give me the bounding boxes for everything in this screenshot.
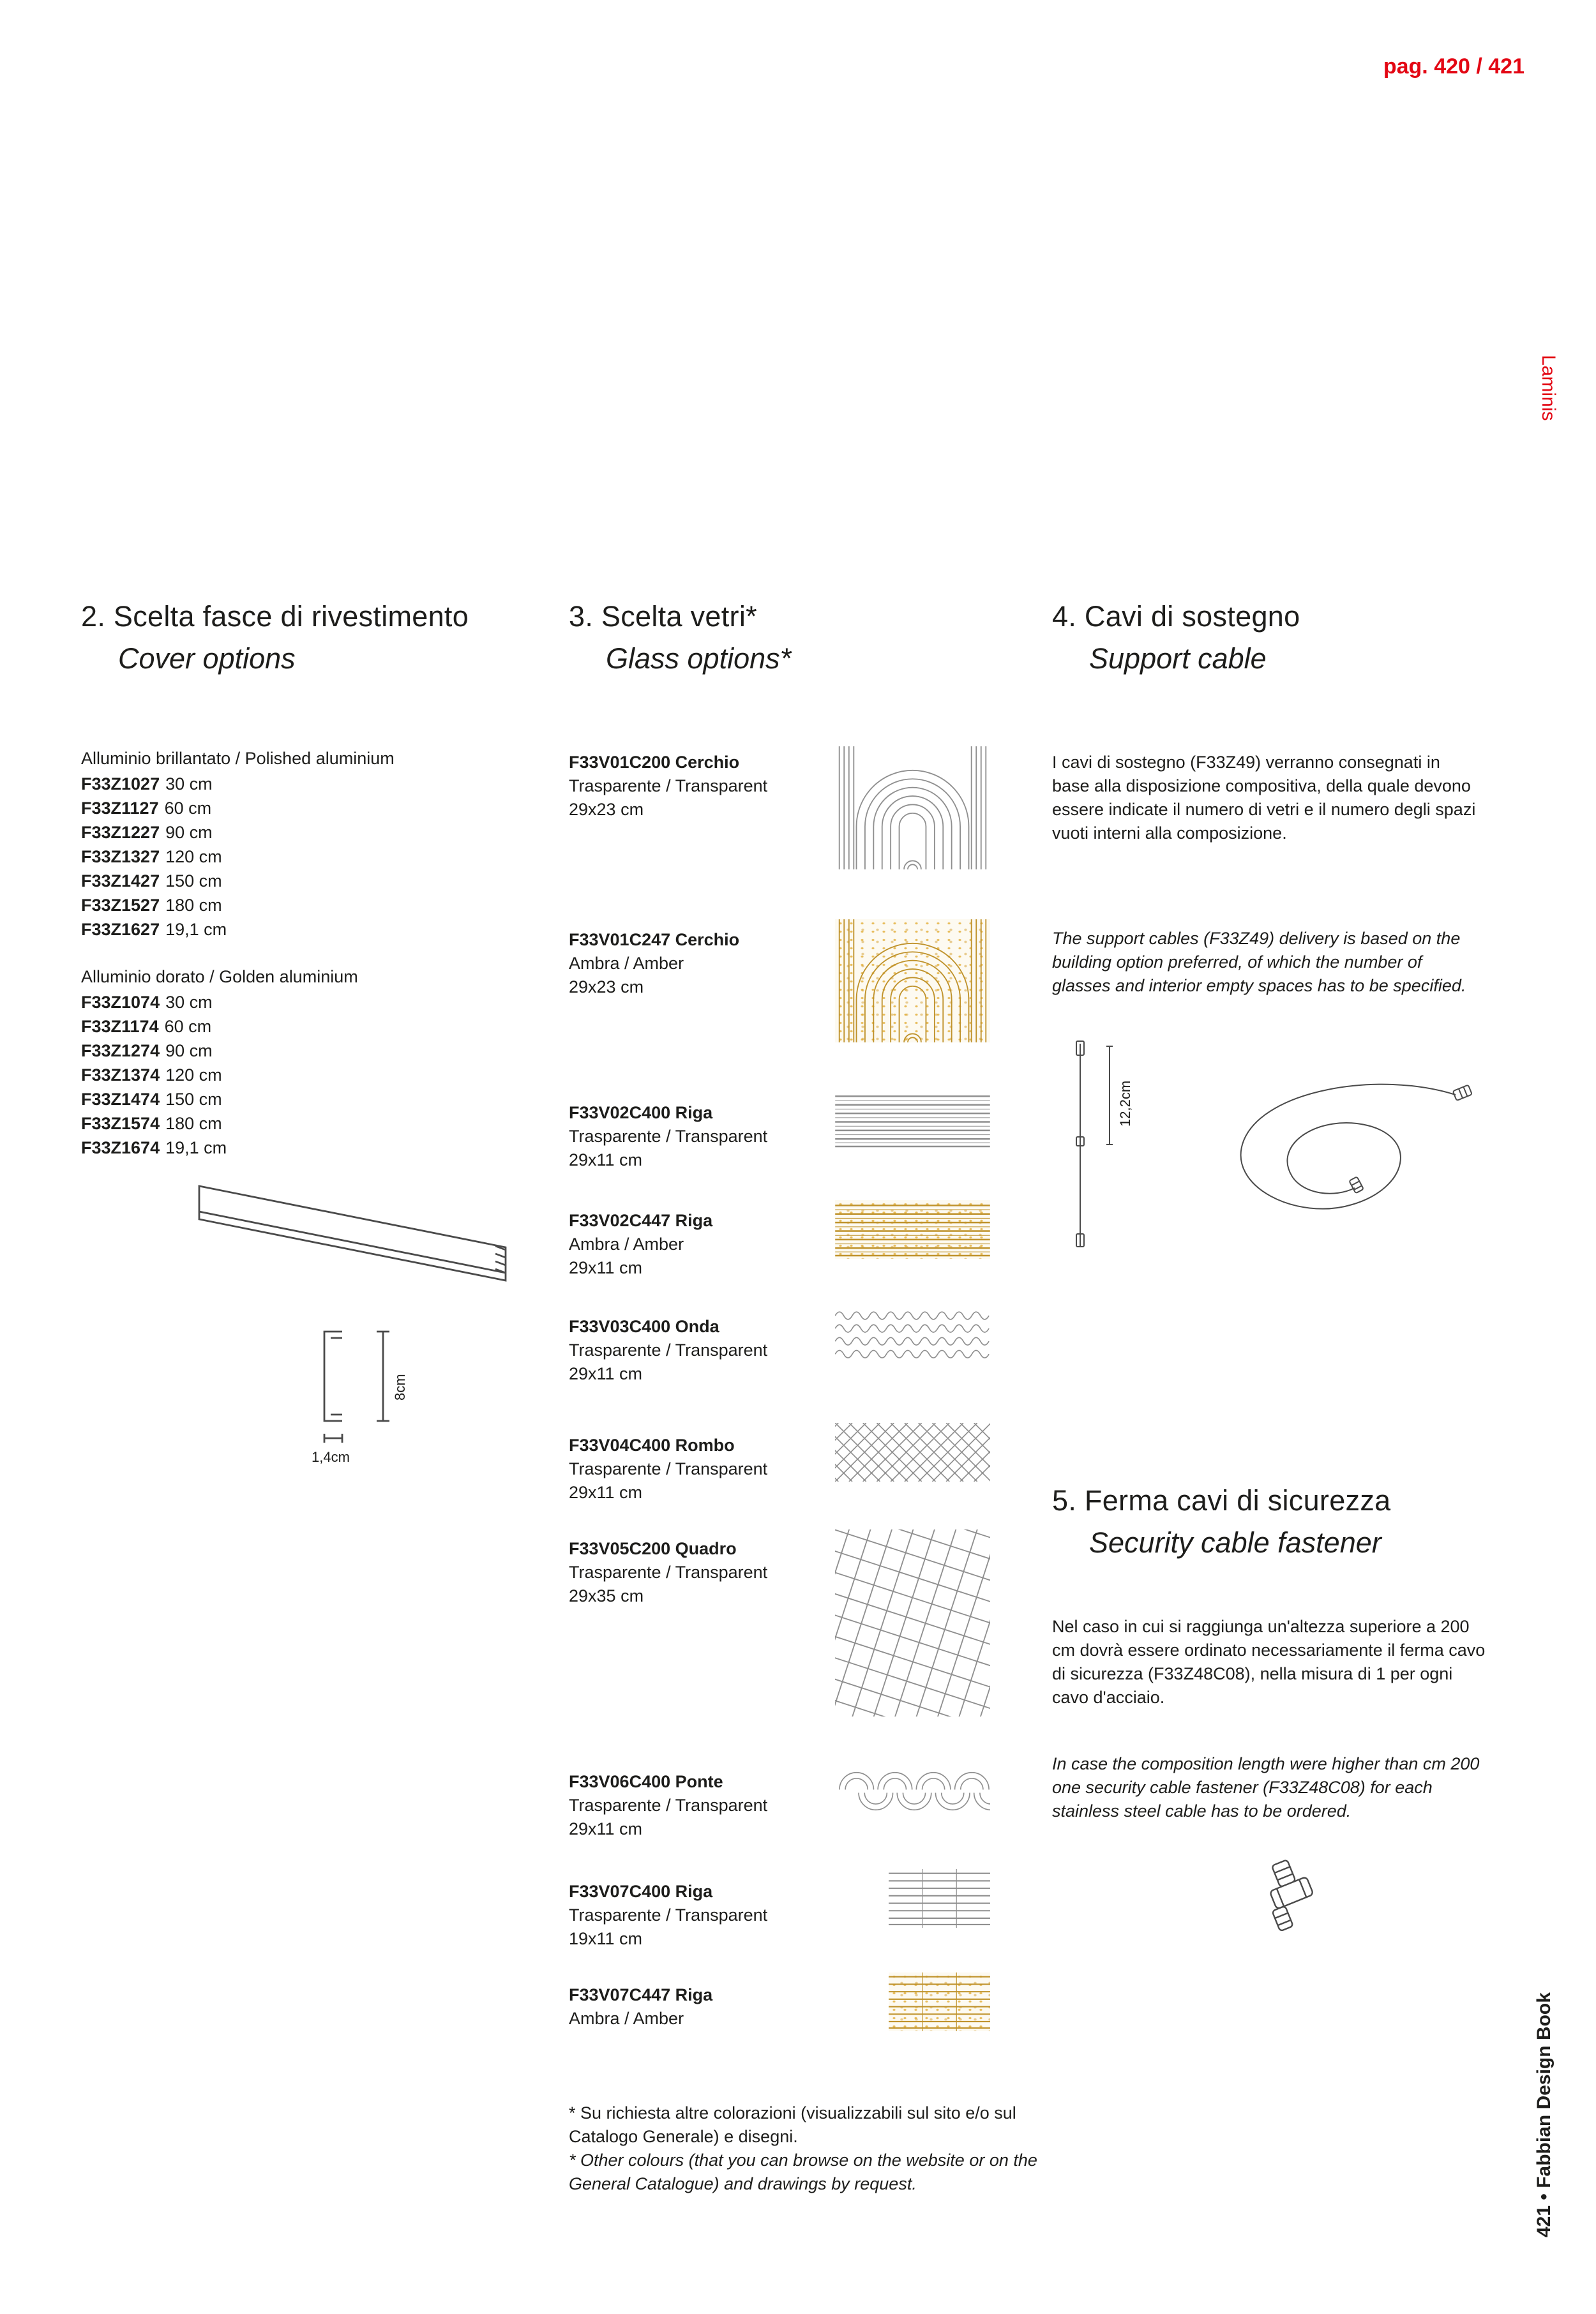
product-size: 180 cm (165, 1114, 222, 1133)
glass-swatch-riga-amber (835, 1200, 990, 1259)
cable-drawing (1047, 1031, 1481, 1261)
glass-color: Trasparente / Transparent (569, 1563, 768, 1582)
cover-group-label: Alluminio brillantato / Polished aluminium (81, 749, 395, 768)
product-size: 120 cm (165, 847, 222, 866)
glass-code: F33V02C400 Riga (569, 1103, 713, 1122)
product-code: F33Z1227 (81, 823, 160, 842)
cover-product-list (81, 746, 541, 1160)
glass-code: F33V04C400 Rombo (569, 1436, 735, 1455)
list-item (81, 1039, 541, 1063)
dim-14mm-label: 1,4cm (312, 1449, 350, 1465)
support-body-en: The support cables (F33Z49) delivery is based on the building option preferred, of which the number of glasses and interior empty spaces has to be specified. (1052, 929, 1466, 995)
section-cover-heading (81, 600, 573, 675)
product-size: 60 cm (164, 1017, 212, 1036)
glass-swatch-cerchio-transparent (835, 746, 990, 869)
list-item (81, 893, 541, 917)
glass-color: Trasparente / Transparent (569, 1127, 768, 1146)
glass-size: 29x11 cm (569, 1150, 643, 1169)
section-security-title: 5. Ferma cavi di sicurezza (1052, 1484, 1391, 1517)
list-item (81, 820, 541, 845)
section-security-heading (1052, 1484, 1537, 1559)
glass-swatch-quadro-transparent (835, 1529, 990, 1717)
product-size: 19,1 cm (165, 920, 227, 939)
glass-item (569, 1770, 824, 1841)
product-size: 90 cm (165, 823, 213, 842)
glass-code: F33V07C400 Riga (569, 1882, 713, 1901)
glass-size: 29x11 cm (569, 1483, 643, 1502)
cover-group-label: Alluminio dorato / Golden aluminium (81, 967, 358, 986)
list-item (81, 772, 541, 796)
glass-item (569, 1434, 824, 1505)
glass-code: F33V01C247 Cerchio (569, 930, 740, 949)
glass-size: 19x11 cm (569, 1929, 643, 1948)
product-code: F33Z1374 (81, 1065, 160, 1085)
product-code: F33Z1674 (81, 1138, 160, 1157)
glass-item (569, 751, 824, 822)
glass-swatch-onda-transparent (835, 1306, 990, 1365)
list-item (81, 1087, 541, 1111)
glass-color: Trasparente / Transparent (569, 1905, 768, 1925)
footnote-en: * Other colours (that you can browse on the website or on the General Catalogue) and drawings by request. (569, 2151, 1037, 2193)
product-size: 19,1 cm (165, 1138, 227, 1157)
glass-swatch-rombo-transparent (835, 1423, 990, 1482)
product-code: F33Z1174 (81, 1017, 159, 1036)
support-body-it: I cavi di sostegno (F33Z49) verranno consegnati in base alla disposizione compositiva, della quale devono essere indicate il numero di vetri e il numero degli spazi vuoti interni alla composizione. (1052, 753, 1476, 843)
section-cover-title: 2. Scelta fasce di rivestimento (81, 600, 469, 633)
glass-color: Trasparente / Transparent (569, 1459, 768, 1478)
collection-side-label: Laminis (1538, 355, 1559, 421)
glass-color: Trasparente / Transparent (569, 1341, 768, 1360)
glass-swatch-cerchio-amber (835, 919, 990, 1042)
glass-code: F33V05C200 Quadro (569, 1539, 737, 1558)
glass-item (569, 1101, 824, 1172)
section-glass-subtitle: Glass options* (606, 642, 792, 675)
glass-code: F33V01C200 Cerchio (569, 753, 740, 772)
page-number-label: pag. 420 / 421 (1383, 54, 1524, 79)
fastener-drawing (1245, 1851, 1341, 1941)
list-item (81, 1014, 541, 1039)
glass-code: F33V03C400 Onda (569, 1317, 719, 1336)
product-code: F33Z1474 (81, 1090, 160, 1109)
glass-color: Ambra / Amber (569, 2009, 684, 2028)
glass-code: F33V06C400 Ponte (569, 1772, 723, 1791)
glass-item (569, 1983, 824, 2031)
aluminium-strip-drawing (192, 1168, 549, 1475)
support-cable-diagram (1047, 1031, 1481, 1261)
product-code: F33Z1427 (81, 871, 160, 890)
glass-item (569, 1537, 824, 1608)
product-code: F33Z1627 (81, 920, 160, 939)
product-code: F33Z1274 (81, 1041, 160, 1060)
glass-item (569, 1315, 824, 1386)
glass-size: 29x11 cm (569, 1258, 643, 1277)
section-cover-subtitle: Cover options (118, 642, 296, 675)
list-item (81, 796, 541, 820)
footnote-it: * Su richiesta altre colorazioni (visualizzabili sul sito e/o sul Catalogo Generale) e disegni. (569, 2103, 1016, 2146)
security-body-it: Nel caso in cui si raggiunga un'altezza superiore a 200 cm dovrà essere ordinato necessariamente il ferma cavo di sicurezza (F33Z48C08), nella misura di 1 per ogni cavo d'acciaio. (1052, 1617, 1486, 1707)
product-size: 60 cm (164, 799, 212, 818)
glass-item (569, 1880, 824, 1951)
list-item (81, 1063, 541, 1087)
glass-size: 29x11 cm (569, 1819, 643, 1838)
list-item (81, 917, 541, 942)
product-size: 90 cm (165, 1041, 213, 1060)
product-code: F33Z1527 (81, 896, 160, 915)
security-body-en: In case the composition length were higher than cm 200 one security cable fastener (F33Z48C08) for each stainless steel cable has to be ordered. (1052, 1754, 1480, 1821)
dim-122cm-label: 12,2cm (1117, 1080, 1133, 1127)
section-security-subtitle: Security cable fastener (1089, 1526, 1381, 1559)
product-code: F33Z1127 (81, 799, 159, 818)
glass-code: F33V07C447 Riga (569, 1985, 713, 2004)
footer-book-label: 421 • Fabbian Design Book (1533, 1992, 1555, 2237)
glass-swatch-riga-transparent (835, 1091, 990, 1150)
product-size: 150 cm (165, 1090, 222, 1109)
glass-color: Ambra / Amber (569, 954, 684, 973)
section-support-subtitle: Support cable (1089, 642, 1267, 675)
section-support-title: 4. Cavi di sostegno (1052, 600, 1300, 633)
glass-code: F33V02C447 Riga (569, 1211, 713, 1230)
glass-size: 29x23 cm (569, 800, 644, 819)
glass-color: Ambra / Amber (569, 1235, 684, 1254)
section-glass-heading (569, 600, 977, 675)
product-code: F33Z1327 (81, 847, 160, 866)
glass-swatch-riga-small-amber (889, 1972, 990, 2031)
glass-size: 29x23 cm (569, 977, 644, 996)
cover-strip-diagram (192, 1168, 549, 1475)
section-support-heading (1052, 600, 1499, 675)
glass-item (569, 1209, 824, 1280)
glass-size: 29x35 cm (569, 1586, 644, 1605)
list-item (81, 990, 541, 1014)
list-item (81, 1111, 541, 1136)
security-fastener-diagram (1245, 1851, 1341, 1941)
product-code: F33Z1074 (81, 993, 160, 1012)
glass-item (569, 928, 824, 999)
product-code: F33Z1027 (81, 774, 160, 793)
product-size: 150 cm (165, 871, 222, 890)
glass-swatch-ponte-transparent (835, 1762, 990, 1821)
list-item (81, 1136, 541, 1160)
list-item (81, 845, 541, 869)
product-code: F33Z1574 (81, 1114, 160, 1133)
product-size: 30 cm (165, 774, 213, 793)
section-glass-title: 3. Scelta vetri* (569, 600, 757, 633)
product-size: 120 cm (165, 1065, 222, 1085)
product-size: 30 cm (165, 993, 213, 1012)
glass-footnote (569, 2101, 1041, 2196)
product-size: 180 cm (165, 896, 222, 915)
list-item (81, 869, 541, 893)
glass-color: Trasparente / Transparent (569, 776, 768, 795)
glass-size: 29x11 cm (569, 1364, 643, 1383)
glass-swatch-riga-small-transparent (889, 1869, 990, 1928)
glass-color: Trasparente / Transparent (569, 1796, 768, 1815)
dim-8cm-label: 8cm (392, 1374, 408, 1401)
